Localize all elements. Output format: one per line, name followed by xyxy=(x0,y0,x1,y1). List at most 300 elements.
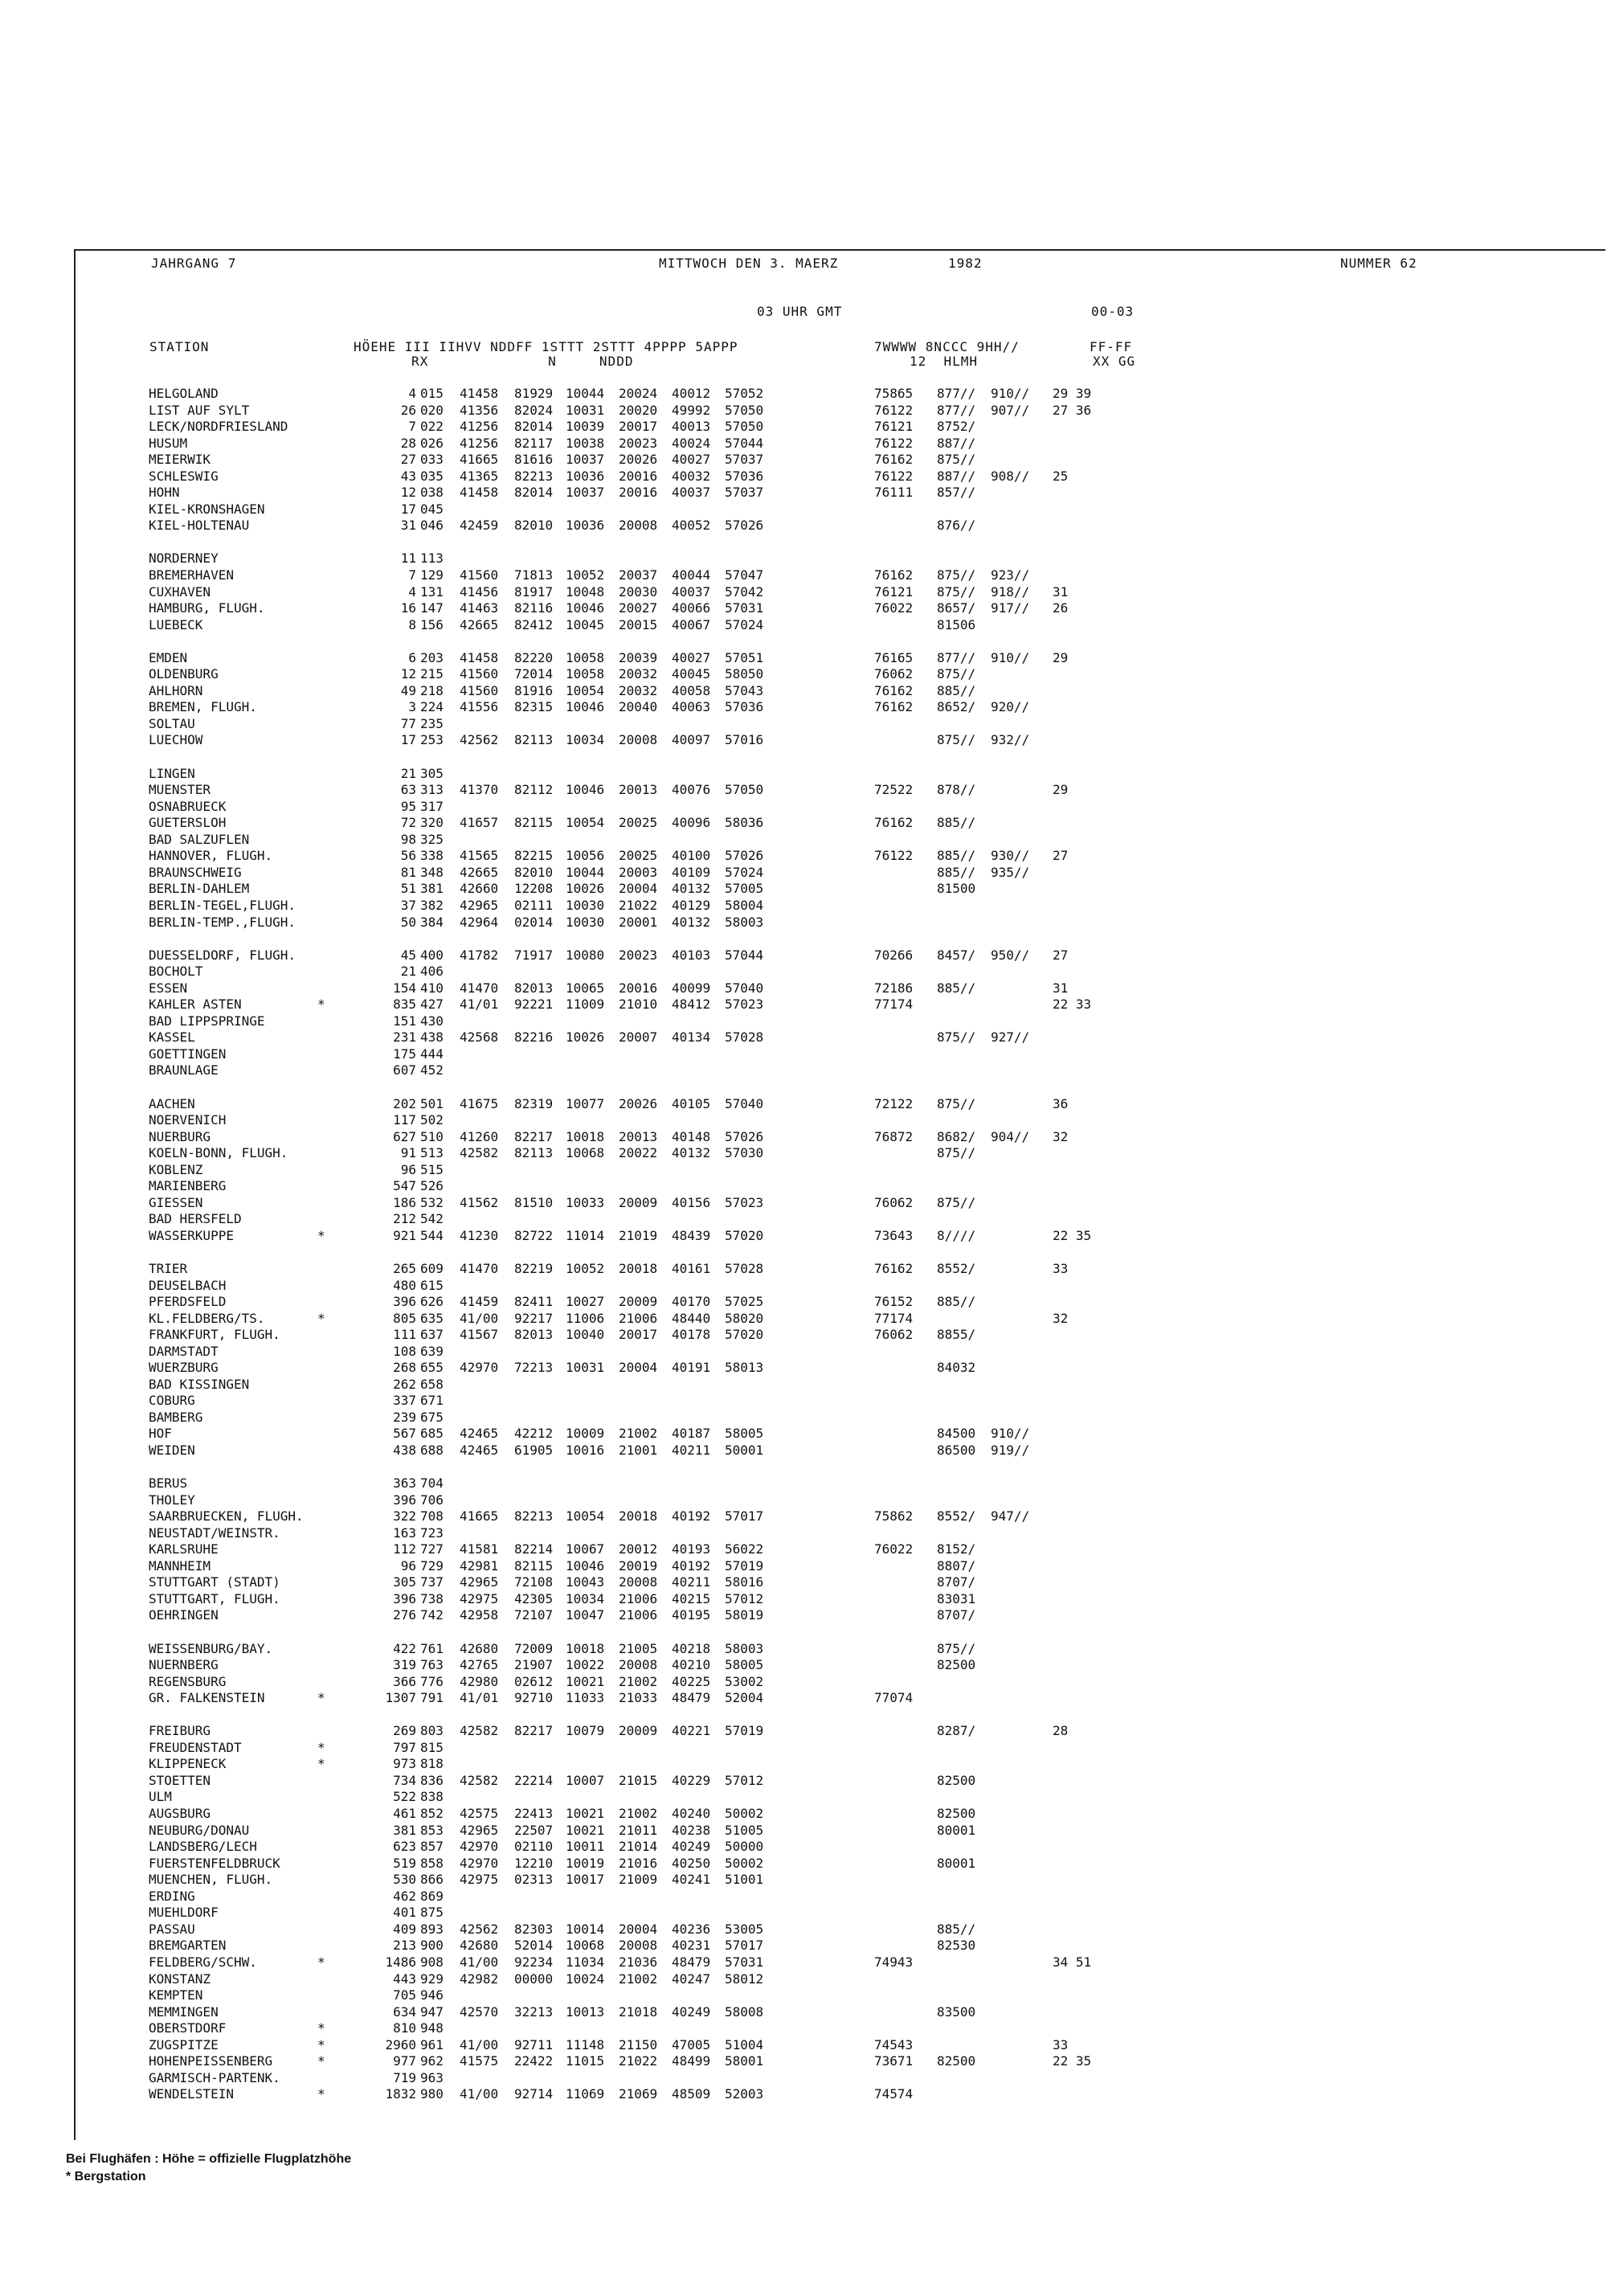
group-9hh: 930// xyxy=(991,848,1030,864)
station-name: WUERZBURG xyxy=(149,1360,219,1376)
station-number: 626 xyxy=(420,1294,444,1310)
station-number: 501 xyxy=(420,1095,444,1111)
station-name: MEMMINGEN xyxy=(149,2003,219,2020)
group-4pppp: 40045 xyxy=(672,666,711,682)
group-4pppp: 40032 xyxy=(672,468,711,484)
group-8nccc: 875// xyxy=(937,1095,976,1111)
group-nddff: 82217 xyxy=(514,1723,554,1739)
station-name: DUESSELDORF, FLUGH. xyxy=(149,947,296,963)
group-5appp: 53005 xyxy=(725,1921,764,1937)
station-number: 320 xyxy=(420,815,444,831)
group-nddff: 92221 xyxy=(514,997,554,1013)
group-nddff: 02313 xyxy=(514,1872,554,1888)
group-2sttt: 21014 xyxy=(619,1839,658,1855)
station-name: HELGOLAND xyxy=(149,386,219,401)
station-height: 11 xyxy=(400,550,416,567)
group-iihvv: 41470 xyxy=(460,980,499,996)
station-height: 117 xyxy=(393,1112,416,1128)
station-height: 63 xyxy=(400,782,416,798)
table-row xyxy=(145,815,1607,832)
group-4pppp: 40156 xyxy=(672,1194,711,1210)
station-number: 406 xyxy=(420,964,444,980)
group-2sttt: 21022 xyxy=(619,897,658,913)
table-row xyxy=(145,617,1607,634)
station-number: 929 xyxy=(420,1971,444,1987)
group-5appp: 57024 xyxy=(725,864,764,880)
group-nddff: 22422 xyxy=(514,2053,554,2069)
group-8nccc: 8807/ xyxy=(937,1557,976,1574)
table-row xyxy=(145,1839,1607,1856)
table-row xyxy=(145,1327,1607,1344)
station-name: BREMERHAVEN xyxy=(149,567,234,583)
group-2sttt: 20032 xyxy=(619,666,658,682)
group-5appp: 57050 xyxy=(725,782,764,798)
group-9hh: 908// xyxy=(991,468,1030,484)
group-7wwww: 76062 xyxy=(874,666,914,682)
group-8nccc: 887// xyxy=(937,468,976,484)
station-number: 727 xyxy=(420,1541,444,1557)
wind-gusts: 22 33 xyxy=(1053,997,1092,1013)
station-name: KIEL-KRONSHAGEN xyxy=(149,501,265,517)
group-iihvv: 42965 xyxy=(460,1574,499,1590)
group-8nccc: 885// xyxy=(937,1294,976,1310)
group-4pppp: 40027 xyxy=(672,452,711,468)
group-separator xyxy=(145,1079,1607,1096)
group-1sttt: 10039 xyxy=(566,419,605,435)
group-2sttt: 21002 xyxy=(619,1673,658,1689)
group-iihvv: 42562 xyxy=(460,1921,499,1937)
station-number: 893 xyxy=(420,1921,444,1937)
table-row xyxy=(145,1508,1607,1525)
table-row xyxy=(145,997,1607,1013)
wind-gusts: 36 xyxy=(1053,1095,1069,1111)
station-height: 154 xyxy=(393,980,416,996)
station-height: 1832 xyxy=(385,2086,416,2102)
group-1sttt: 10068 xyxy=(566,1938,605,1954)
station-number: 410 xyxy=(420,980,444,996)
group-2sttt: 20001 xyxy=(619,914,658,930)
group-5appp: 57017 xyxy=(725,1508,764,1525)
group-separator xyxy=(145,1459,1607,1476)
mountain-station-mark: * xyxy=(317,1310,325,1326)
station-name: WEISSENBURG/BAY. xyxy=(149,1640,273,1656)
group-1sttt: 10021 xyxy=(566,1806,605,1822)
station-number: 671 xyxy=(420,1393,444,1409)
station-height: 396 xyxy=(393,1294,416,1310)
group-2sttt: 20004 xyxy=(619,881,658,897)
group-5appp: 57026 xyxy=(725,518,764,534)
group-8nccc: 885// xyxy=(937,980,976,996)
group-2sttt: 20022 xyxy=(619,1145,658,1161)
group-4pppp: 40221 xyxy=(672,1723,711,1739)
table-row xyxy=(145,600,1607,617)
group-nddff: 42212 xyxy=(514,1426,554,1442)
station-name: KARLSRUHE xyxy=(149,1541,219,1557)
station-height: 396 xyxy=(393,1492,416,1508)
station-height: 719 xyxy=(393,2069,416,2085)
group-5appp: 58004 xyxy=(725,897,764,913)
group-iihvv: 42582 xyxy=(460,1723,499,1739)
group-8nccc: 8552/ xyxy=(937,1508,976,1525)
station-number: 502 xyxy=(420,1112,444,1128)
group-iihvv: 41459 xyxy=(460,1294,499,1310)
issue-number: NUMMER 62 xyxy=(1340,256,1417,271)
group-1sttt: 10054 xyxy=(566,815,605,831)
table-row xyxy=(145,436,1607,452)
group-2sttt: 20037 xyxy=(619,567,658,583)
group-7wwww: 76162 xyxy=(874,815,914,831)
station-height: 111 xyxy=(393,1327,416,1343)
group-1sttt: 10037 xyxy=(566,485,605,501)
group-7wwww: 74943 xyxy=(874,1954,914,1970)
group-5appp: 58019 xyxy=(725,1607,764,1623)
group-7wwww: 77174 xyxy=(874,1310,914,1326)
station-height: 202 xyxy=(393,1095,416,1111)
station-height: 56 xyxy=(400,848,416,864)
station-name: BERLIN-TEMP.,FLUGH. xyxy=(149,914,296,930)
station-number: 655 xyxy=(420,1360,444,1376)
group-2sttt: 20008 xyxy=(619,1574,658,1590)
group-2sttt: 20008 xyxy=(619,1938,658,1954)
group-1sttt: 10022 xyxy=(566,1657,605,1673)
station-name: BERLIN-DAHLEM xyxy=(149,881,250,897)
table-row xyxy=(145,1889,1607,1905)
table-row xyxy=(145,1162,1607,1179)
station-number: 022 xyxy=(420,419,444,435)
group-4pppp: 40187 xyxy=(672,1426,711,1442)
table-row xyxy=(145,1410,1607,1426)
station-height: 21 xyxy=(400,964,416,980)
group-4pppp: 40178 xyxy=(672,1327,711,1343)
mountain-station-mark: * xyxy=(317,1954,325,1970)
station-number: 544 xyxy=(420,1227,444,1243)
station-height: 7 xyxy=(408,567,416,583)
group-1sttt: 10052 xyxy=(566,567,605,583)
table-row xyxy=(145,1311,1607,1328)
group-nddff: 81916 xyxy=(514,682,554,698)
station-height: 305 xyxy=(393,1574,416,1590)
wind-gusts: 29 xyxy=(1053,782,1069,798)
table-row xyxy=(145,419,1607,436)
table-row xyxy=(145,1773,1607,1790)
group-nddff: 00000 xyxy=(514,1971,554,1987)
group-1sttt: 10046 xyxy=(566,782,605,798)
group-5appp: 58020 xyxy=(725,1310,764,1326)
station-name: FUERSTENFELDBRUCK xyxy=(149,1855,280,1871)
wind-gusts: 29 xyxy=(1053,649,1069,665)
group-8nccc: 82500 xyxy=(937,2053,976,2069)
station-height: 72 xyxy=(400,815,416,831)
group-2sttt: 20008 xyxy=(619,732,658,748)
group-2sttt: 21002 xyxy=(619,1426,658,1442)
group-4pppp: 40215 xyxy=(672,1590,711,1606)
mountain-station-mark: * xyxy=(317,2086,325,2102)
table-row xyxy=(145,2020,1607,2037)
group-8nccc: 8287/ xyxy=(937,1723,976,1739)
table-row xyxy=(145,1954,1607,1971)
group-iihvv: 41356 xyxy=(460,402,499,418)
station-name: FRANKFURT, FLUGH. xyxy=(149,1327,280,1343)
station-name: THOLEY xyxy=(149,1492,195,1508)
group-2sttt: 20016 xyxy=(619,485,658,501)
group-7wwww: 76122 xyxy=(874,435,914,451)
wind-gusts: 25 xyxy=(1053,468,1069,484)
table-row xyxy=(145,518,1607,534)
station-number: 637 xyxy=(420,1327,444,1343)
station-number: 900 xyxy=(420,1938,444,1954)
group-1sttt: 10009 xyxy=(566,1426,605,1442)
table-row xyxy=(145,1657,1607,1674)
station-height: 96 xyxy=(400,1557,416,1574)
table-row xyxy=(145,848,1607,865)
group-nddff: 82013 xyxy=(514,1327,554,1343)
station-height: 443 xyxy=(393,1971,416,1987)
group-2sttt: 21033 xyxy=(619,1690,658,1706)
group-8nccc: 8552/ xyxy=(937,1260,976,1276)
station-name: BRAUNLAGE xyxy=(149,1062,219,1078)
group-nddff: 71813 xyxy=(514,567,554,583)
station-name: SOLTAU xyxy=(149,715,195,731)
group-2sttt: 20018 xyxy=(619,1508,658,1525)
mountain-station-mark: * xyxy=(317,2053,325,2069)
group-5appp: 58013 xyxy=(725,1360,764,1376)
station-table xyxy=(145,386,1607,2103)
group-1sttt: 10068 xyxy=(566,1145,605,1161)
group-iihvv: 41458 xyxy=(460,386,499,401)
group-2sttt: 20023 xyxy=(619,435,658,451)
station-number: 224 xyxy=(420,699,444,715)
station-height: 921 xyxy=(393,1227,416,1243)
group-2sttt: 20016 xyxy=(619,980,658,996)
table-row xyxy=(145,1641,1607,1658)
station-name: MUEHLDORF xyxy=(149,1905,219,1921)
group-1sttt: 10027 xyxy=(566,1294,605,1310)
group-1sttt: 10011 xyxy=(566,1839,605,1855)
group-nddff: 82113 xyxy=(514,732,554,748)
group-5appp: 57036 xyxy=(725,468,764,484)
table-row xyxy=(145,716,1607,733)
table-row xyxy=(145,1789,1607,1806)
group-1sttt: 10077 xyxy=(566,1095,605,1111)
group-iihvv: 41560 xyxy=(460,666,499,682)
group-nddff: 81929 xyxy=(514,386,554,401)
group-1sttt: 11033 xyxy=(566,1690,605,1706)
station-number: 381 xyxy=(420,881,444,897)
mountain-station-mark: * xyxy=(317,1690,325,1706)
table-row xyxy=(145,2070,1607,2087)
column-header-wind: FF-FF xyxy=(1090,339,1133,354)
group-7wwww: 76122 xyxy=(874,402,914,418)
group-1sttt: 10019 xyxy=(566,1855,605,1871)
station-number: 020 xyxy=(420,402,444,418)
group-iihvv: 42982 xyxy=(460,1971,499,1987)
station-number: 015 xyxy=(420,386,444,401)
table-row xyxy=(145,1294,1607,1311)
station-name: FREUDENSTADT xyxy=(149,1739,242,1755)
group-5appp: 58016 xyxy=(725,1574,764,1590)
table-row xyxy=(145,980,1607,997)
group-7wwww: 76122 xyxy=(874,468,914,484)
station-number: 688 xyxy=(420,1443,444,1458)
group-5appp: 58003 xyxy=(725,1640,764,1656)
group-5appp: 57050 xyxy=(725,402,764,418)
table-row xyxy=(145,1971,1607,1988)
group-1sttt: 10044 xyxy=(566,864,605,880)
station-name: FELDBERG/SCHW. xyxy=(149,1954,257,1970)
group-4pppp: 40109 xyxy=(672,864,711,880)
group-5appp: 57037 xyxy=(725,452,764,468)
group-5appp: 58005 xyxy=(725,1426,764,1442)
group-8nccc: 8682/ xyxy=(937,1128,976,1144)
group-nddff: 81510 xyxy=(514,1194,554,1210)
station-name: AHLHORN xyxy=(149,682,203,698)
group-2sttt: 21022 xyxy=(619,2053,658,2069)
group-8nccc: 82530 xyxy=(937,1938,976,1954)
table-row xyxy=(145,1922,1607,1938)
group-1sttt: 10044 xyxy=(566,386,605,401)
group-iihvv: 42965 xyxy=(460,1822,499,1838)
group-2sttt: 20013 xyxy=(619,782,658,798)
station-name: KLIPPENECK xyxy=(149,1756,227,1772)
station-height: 262 xyxy=(393,1376,416,1392)
group-iihvv: 41365 xyxy=(460,468,499,484)
group-2sttt: 20009 xyxy=(619,1723,658,1739)
group-iihvv: 42680 xyxy=(460,1938,499,1954)
group-iihvv: 42575 xyxy=(460,1806,499,1822)
group-1sttt: 11034 xyxy=(566,1954,605,1970)
group-4pppp: 40211 xyxy=(672,1443,711,1458)
group-4pppp: 40249 xyxy=(672,1839,711,1855)
group-4pppp: 48479 xyxy=(672,1954,711,1970)
station-number: 400 xyxy=(420,947,444,963)
group-separator xyxy=(145,749,1607,766)
station-number: 218 xyxy=(420,682,444,698)
group-iihvv: 41/01 xyxy=(460,997,499,1013)
group-nddff: 82217 xyxy=(514,1128,554,1144)
station-number: 026 xyxy=(420,435,444,451)
station-number: 526 xyxy=(420,1178,444,1194)
station-number: 513 xyxy=(420,1145,444,1161)
group-8nccc: 8657/ xyxy=(937,600,976,616)
column-header-codes: HÖEHE III IIHVV NDDFF 1STTT 2STTT 4PPPP 5APPP xyxy=(354,339,738,354)
group-5appp: 57031 xyxy=(725,600,764,616)
group-9hh: 918// xyxy=(991,583,1030,600)
station-name: OBERSTDORF xyxy=(149,2020,227,2036)
group-iihvv: 42660 xyxy=(460,881,499,897)
group-iihvv: 41565 xyxy=(460,848,499,864)
station-height: 4 xyxy=(408,583,416,600)
wind-gusts: 31 xyxy=(1053,583,1069,600)
group-9hh: 910// xyxy=(991,386,1030,401)
table-row xyxy=(145,2037,1607,2054)
wind-gusts: 27 36 xyxy=(1053,402,1092,418)
group-nddff: 82115 xyxy=(514,1557,554,1574)
group-2sttt: 21011 xyxy=(619,1822,658,1838)
group-5appp: 57025 xyxy=(725,1294,764,1310)
station-height: 409 xyxy=(393,1921,416,1937)
station-name: ERDING xyxy=(149,1888,195,1904)
group-1sttt: 10031 xyxy=(566,1360,605,1376)
wind-gusts: 26 xyxy=(1053,600,1069,616)
station-number: 738 xyxy=(420,1590,444,1606)
group-4pppp: 40191 xyxy=(672,1360,711,1376)
group-8nccc: 8152/ xyxy=(937,1541,976,1557)
wind-gusts: 32 xyxy=(1053,1310,1069,1326)
station-number: 723 xyxy=(420,1525,444,1541)
table-row xyxy=(145,1574,1607,1591)
group-iihvv: 41665 xyxy=(460,452,499,468)
table-row xyxy=(145,1046,1607,1063)
station-number: 609 xyxy=(420,1260,444,1276)
group-4pppp: 48439 xyxy=(672,1227,711,1243)
group-5appp: 57024 xyxy=(725,616,764,632)
station-name: AACHEN xyxy=(149,1095,195,1111)
group-4pppp: 40250 xyxy=(672,1855,711,1871)
group-2sttt: 21069 xyxy=(619,2086,658,2102)
group-4pppp: 40012 xyxy=(672,386,711,401)
group-5appp: 57012 xyxy=(725,1772,764,1788)
group-iihvv: 41675 xyxy=(460,1095,499,1111)
station-height: 21 xyxy=(400,765,416,781)
station-name: BAD LIPPSPRINGE xyxy=(149,1013,265,1029)
table-row xyxy=(145,567,1607,584)
footnote-mountain: * Bergstation xyxy=(66,2170,146,2183)
station-number: 858 xyxy=(420,1855,444,1871)
group-5appp: 50000 xyxy=(725,1839,764,1855)
group-9hh: 950// xyxy=(991,947,1030,963)
station-number: 946 xyxy=(420,1987,444,2003)
column-header-groups: 7WWWW 8NCCC 9HH// xyxy=(874,339,1020,354)
group-iihvv: 41463 xyxy=(460,600,499,616)
group-nddff: 32213 xyxy=(514,2003,554,2020)
station-number: 348 xyxy=(420,864,444,880)
group-iihvv: 41567 xyxy=(460,1327,499,1343)
group-5appp: 51005 xyxy=(725,1822,764,1838)
group-8nccc: 80001 xyxy=(937,1822,976,1838)
group-2sttt: 20023 xyxy=(619,947,658,963)
footnote-airports: Bei Flughäfen : Höhe = offizielle Flugplatzhöhe xyxy=(66,2152,352,2166)
table-row xyxy=(145,1740,1607,1757)
group-2sttt: 20026 xyxy=(619,452,658,468)
station-number: 761 xyxy=(420,1640,444,1656)
group-nddff: 82014 xyxy=(514,485,554,501)
station-height: 268 xyxy=(393,1360,416,1376)
group-iihvv: 42465 xyxy=(460,1443,499,1458)
group-1sttt: 10021 xyxy=(566,1673,605,1689)
group-5appp: 57051 xyxy=(725,649,764,665)
group-4pppp: 40132 xyxy=(672,914,711,930)
group-9hh: 917// xyxy=(991,600,1030,616)
table-row xyxy=(145,732,1607,749)
group-nddff: 52014 xyxy=(514,1938,554,1954)
volume-label: JAHRGANG 7 xyxy=(151,256,237,271)
table-row xyxy=(145,1145,1607,1162)
table-row xyxy=(145,1211,1607,1228)
wind-gusts: 33 xyxy=(1053,1260,1069,1276)
table-row xyxy=(145,898,1607,915)
group-8nccc: 887// xyxy=(937,435,976,451)
wind-gusts: 27 xyxy=(1053,848,1069,864)
station-number: 675 xyxy=(420,1409,444,1425)
group-4pppp: 40052 xyxy=(672,518,711,534)
group-5appp: 57028 xyxy=(725,1260,764,1276)
group-nddff: 82115 xyxy=(514,815,554,831)
group-nddff: 82010 xyxy=(514,864,554,880)
station-name: SAARBRUECKEN, FLUGH. xyxy=(149,1508,304,1525)
column-header-groups-sub: 12 HLMH xyxy=(910,354,979,369)
station-number: 685 xyxy=(420,1426,444,1442)
group-7wwww: 75865 xyxy=(874,386,914,401)
